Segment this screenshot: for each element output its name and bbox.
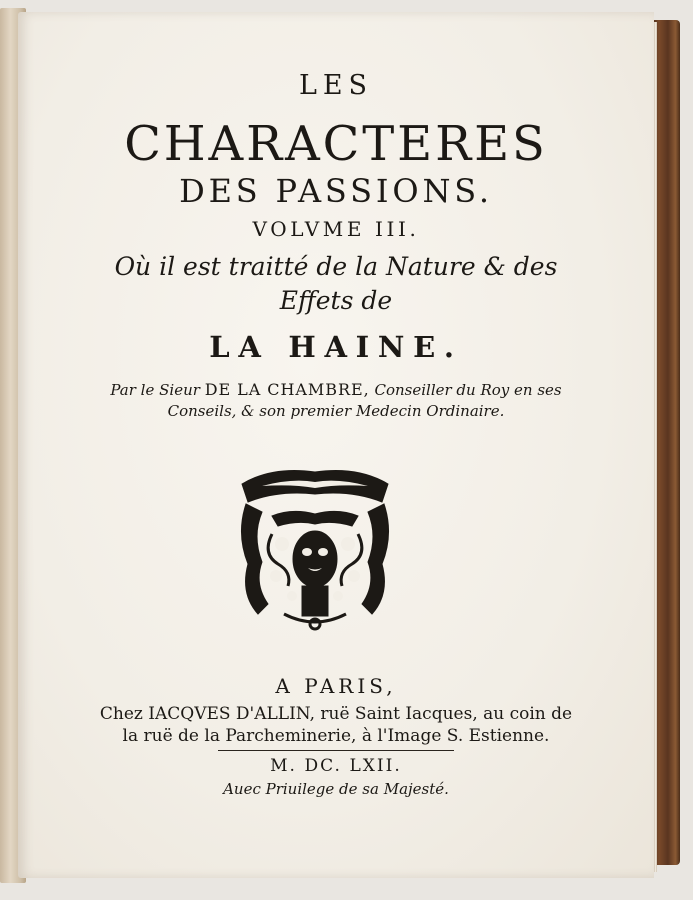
author-name: DE LA CHAMBRE, — [204, 380, 370, 399]
imprint-publisher-line-1: Chez IACQVES D'ALLIN, ruë Saint Iacques, au coin de — [99, 704, 573, 724]
author-line-2: Conseils, & son premier Medecin Ordinaire. — [167, 402, 505, 420]
title-page — [18, 12, 654, 878]
volume-line: VOLVME III. — [252, 217, 420, 241]
title-line-2: CHARACTERES — [124, 116, 548, 172]
author-suffix: Conseiller du Roy en ses — [374, 381, 562, 399]
subject-line: LA HAINE. — [209, 330, 463, 364]
subtitle-line-2: Effets de — [279, 286, 393, 315]
imprint-year: M. DC. LXII. — [270, 756, 402, 776]
author-line-1 — [18, 380, 654, 399]
woodcut-ornament-icon — [232, 464, 398, 632]
author-prefix: Par le Sieur — [110, 381, 200, 399]
title-line-3: DES PASSIONS. — [179, 172, 493, 210]
imprint-city: A PARIS, — [275, 674, 397, 698]
imprint-publisher-line-2: la ruë de la Parcheminerie, à l'Image S. Estienne. — [122, 726, 550, 746]
imprint-rule — [218, 750, 454, 751]
subtitle-line-1: Où il est traitté de la Nature & des — [114, 252, 558, 281]
title-line-1: LES — [299, 70, 373, 101]
imprint-privilege: Auec Priuilege de sa Majesté. — [223, 780, 449, 798]
